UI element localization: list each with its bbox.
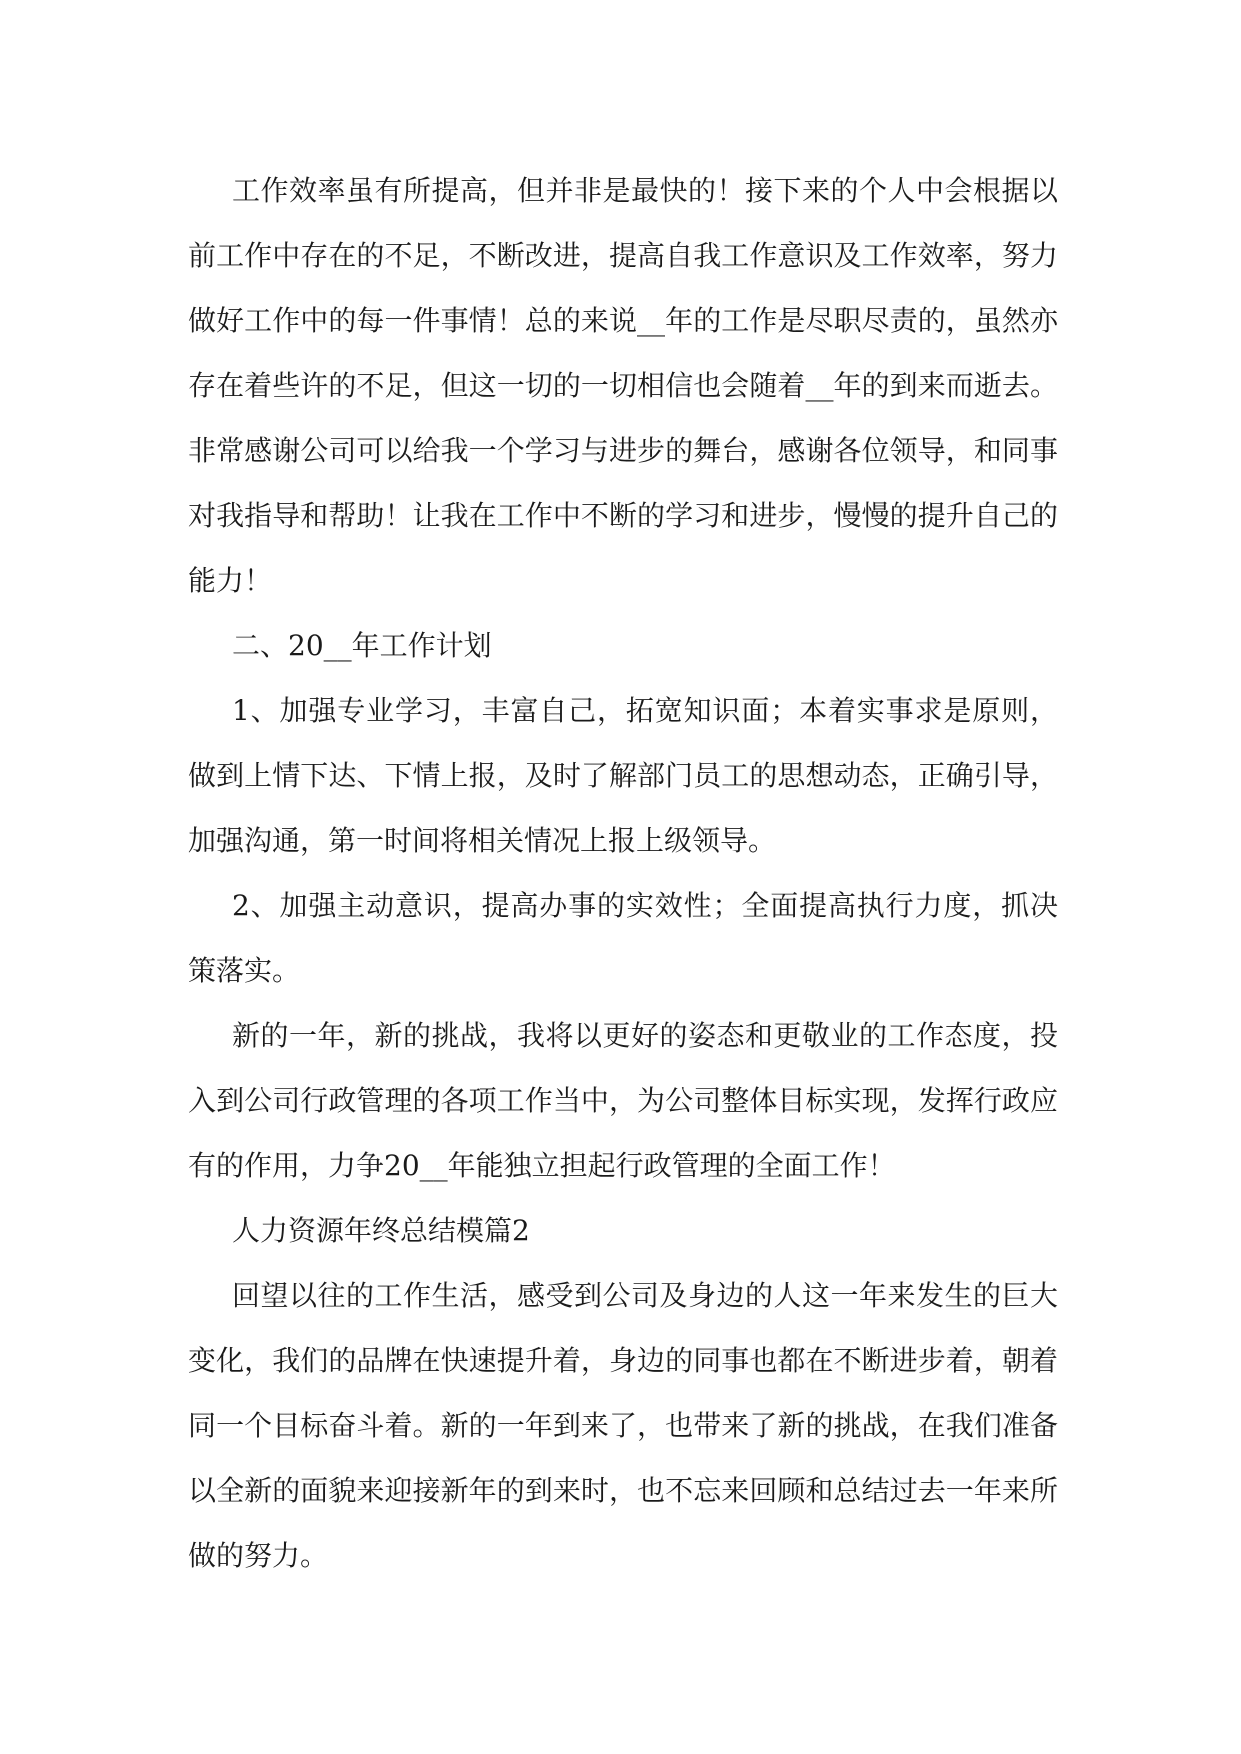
paragraph-looking-back: 回望以往的工作生活，感受到公司及身边的人这一年来发生的巨大变化，我们的品牌在快速提升着，身边的同事也都在不断进步着，朝着同一个目标奋斗着。新的一年到来了，也带来了新的挑战，在我们准备以全新的面貌来迎接新年的到来时，也不忘来回顾和总结过去一年来所做的努力。 [188,1279,1058,1572]
paragraph-plan-item-2: 2、加强主动意识，提高办事的实效性；全面提高执行力度，抓决策落实。 [188,889,1058,987]
paragraph-plan-item-1: 1、加强专业学习，丰富自己，拓宽知识面；本着实事求是原则，做到上情下达、下情上报，及时了解部门员工的思想动态，正确引导，加强沟通，第一时间将相关情况上报上级领导。 [188,694,1058,857]
document-body [188,158,1058,1588]
paragraph-summary-conclusion: 工作效率虽有所提高，但并非是最快的！接下来的个人中会根据以前工作中存在的不足，不断改进，提高自我工作意识及工作效率，努力做好工作中的每一件事情！总的来说__年的工作是尽职尽责的，虽然亦存在着些许的不足，但这一切的一切相信也会随着__年的到来而逝去。非常感谢公司可以给我一个学习与进步的舞台，感谢各位领导，和同事对我指导和帮助！让我在工作中不断的学习和进步，慢慢的提升自己的能力！ [188,174,1058,597]
paragraph-new-year-outlook: 新的一年，新的挑战，我将以更好的姿态和更敬业的工作态度，投入到公司行政管理的各项工作当中，为公司整体目标实现，发挥行政应有的作用，力争20__年能独立担起行政管理的全面工作！ [188,1019,1058,1182]
section-heading-work-plan: 二、20__年工作计划 [232,629,492,662]
article-title-part-2: 人力资源年终总结模篇2 [232,1214,530,1247]
